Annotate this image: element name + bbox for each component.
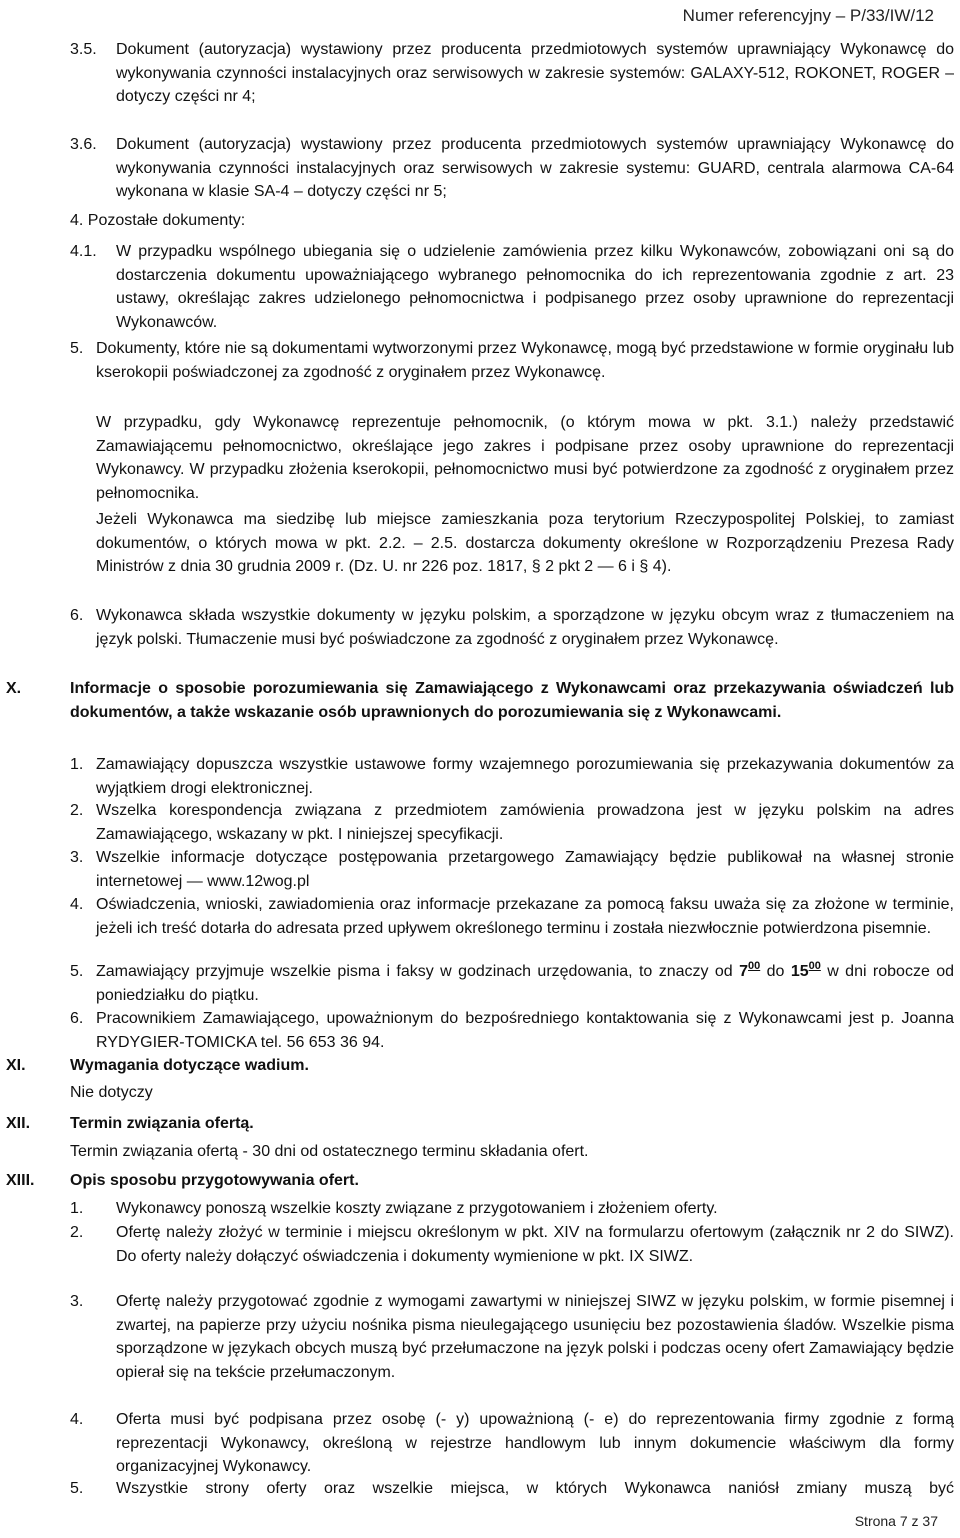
x-item-5-minutes-to: 00	[808, 960, 821, 972]
x-item-number-3: 3.	[70, 849, 84, 866]
section-title-xi: Wymagania dotyczące wadium.	[70, 1057, 309, 1074]
page-number-footer: Strona 7 z 37	[854, 1513, 938, 1529]
heading-other-documents: 4. Pozostałe dokumenty:	[70, 212, 246, 229]
item-number-4-1: 4.1.	[70, 243, 97, 260]
xiii-item-number-4: 4.	[70, 1411, 84, 1428]
paragraph-5-3: Jeżeli Wykonawca ma siedzibę lub miejsce zamieszkania poza terytorium Rzeczypospolitej Polskiej, to zamiast dokumentów, o których mowa w pkt. 2.2. – 2.5. dostarcza dokumenty określone w Rozporządzeniu Prezesa Rady Ministrów z dnia 30 grudnia 2009 r. (Dz. U. nr 226 poz. 1817, § 2 pkt 2 — 6 i § 4).	[96, 511, 954, 575]
paragraph-3-6: Dokument (autoryzacja) wystawiony przez producenta przedmiotowych systemów uprawniający Wykonawcę do wykonywania czynności instalacyjnych oraz serwisowych w zakresie systemu: GUARD, centrala alarmowa CA-64 wykonana w klasie SA-4 – dotyczy części nr 5;	[116, 136, 954, 200]
x-item-number-5: 5.	[70, 963, 84, 980]
xiii-item-number-1: 1.	[70, 1200, 84, 1217]
x-item-1: Zamawiający dopuszcza wszystkie ustawowe formy wzajemnego porozumiewania się przekazywania dokumentów za wyjątkiem drogi elektronicznej.	[96, 756, 954, 797]
x-item-number-2: 2.	[70, 802, 84, 819]
x-item-5	[96, 960, 954, 1007]
document-reference-header: Numer referencyjny – P/33/IW/12	[682, 6, 934, 25]
paragraph-3-5: Dokument (autoryzacja) wystawiony przez producenta przedmiotowych systemów uprawniający Wykonawcę do wykonywania czynności instalacyjnych oraz serwisowych w zakresie systemów: GALAXY-512, ROKONET, ROGER – dotyczy części nr 4;	[116, 41, 954, 105]
section-number-xiii: XIII.	[6, 1172, 35, 1189]
xiii-item-5: Wszystkie strony oferty oraz wszelkie miejsca, w których Wykonawca naniósł zmiany muszą być	[116, 1480, 954, 1497]
paragraph-5-1: Dokumenty, które nie są dokumentami wytworzonymi przez Wykonawcę, mogą być przedstawione w formie oryginału lub kserokopii poświadczonej za zgodność z oryginałem przez Wykonawcę.	[96, 340, 954, 381]
section-number-x: X.	[6, 680, 22, 697]
xiii-item-4: Oferta musi być podpisana przez osobę (- y) upoważnioną (- e) do reprezentowania firmy zgodnie z formą reprezentacji Wykonawcy, określoną w rejestrze handlowym lub innym dokumencie właściwym dla formy organizacyjnej Wykonawcy.	[116, 1411, 954, 1475]
paragraph-5-2: W przypadku, gdy Wykonawcę reprezentuje pełnomocnik, (o którym mowa w pkt. 3.1.) należy przedstawić Zamawiającemu pełnomocnictwo, określające jego zakres i podpisane przez osoby uprawnione do reprezentacji Wykonawcy. W przypadku złożenia kserokopii, pełnomocnictwo musi być potwierdzone za zgodność z oryginałem przez pełnomocnika.	[96, 414, 954, 502]
x-item-5-text-a: Zamawiający przyjmuje wszelkie pisma i faksy w godzinach urzędowania, to znaczy od	[96, 963, 740, 980]
paragraph-4-1: W przypadku wspólnego ubiegania się o udzielenie zamówienia przez kilku Wykonawców, zobowiązani oni są do dostarczenia dokumentu upoważniającego wybranego pełnomocnika do ich reprezentowania zgodnie z art. 23 ustawy, określając zakres udzielonego pełnomocnictwa i podpisanego przez osoby uprawnione do reprezentacji Wykonawców.	[116, 243, 954, 331]
x-item-4: Oświadczenia, wnioski, zawiadomienia oraz informacje przekazane za pomocą faksu uważa się za złożone w terminie, jeżeli ich treść dotarła do adresata przed upływem określonego terminu i została niezwłocznie potwierdzona pisemnie.	[96, 896, 954, 937]
xiii-item-number-2: 2.	[70, 1224, 84, 1241]
section-text-xi: Nie dotyczy	[70, 1084, 153, 1101]
section-title-xii: Termin związania ofertą.	[70, 1115, 254, 1132]
x-item-5-text-c: w dni robocze od poniedziałku do piątku.	[96, 963, 955, 1004]
x-item-5-text-b: do	[760, 963, 791, 980]
xiii-item-number-5: 5.	[70, 1480, 84, 1497]
x-item-5-hour-from: 7	[739, 963, 748, 980]
xiii-item-2: Ofertę należy złożyć w terminie i miejscu określonym w pkt. XIV na formularzu ofertowym (załącznik nr 2 do SIWZ). Do oferty należy dołączyć oświadczenia i dokumenty wymienione w pkt. IX SIWZ.	[116, 1224, 954, 1265]
item-number-3-6: 3.6.	[70, 136, 97, 153]
x-item-3: Wszelkie informacje dotyczące postępowania przetargowego Zamawiający będzie publikował na własnej stronie internetowej — www.12wog.pl	[96, 849, 954, 890]
xiii-item-number-3: 3.	[70, 1293, 84, 1310]
paragraph-6: Wykonawca składa wszystkie dokumenty w języku polskim, a sporządzone w języku obcym wraz z tłumaczeniem na język polski. Tłumaczenie musi być poświadczone za zgodność z oryginałem przez Wykonawcę.	[96, 607, 954, 648]
x-item-2: Wszelka korespondencja związana z przedmiotem zamówienia prowadzona jest w języku polskim na adres Zamawiającego, wskazany w pkt. I niniejszej specyfikacji.	[96, 802, 954, 843]
item-number-6: 6.	[70, 607, 84, 624]
x-item-5-minutes-from: 00	[747, 960, 761, 972]
section-title-xiii: Opis sposobu przygotowywania ofert.	[70, 1172, 359, 1189]
section-text-xii: Termin związania ofertą - 30 dni od ostatecznego terminu składania ofert.	[70, 1143, 589, 1160]
item-number-3-5: 3.5.	[70, 41, 97, 58]
section-number-xi: XI.	[6, 1057, 26, 1074]
x-item-number-4b: 4.	[70, 896, 84, 913]
x-item-number-6: 6.	[70, 1010, 84, 1027]
x-item-6: Pracownikiem Zamawiającego, upoważnionym do bezpośredniego kontaktowania się z Wykonawcami jest p. Joanna RYDYGIER-TOMICKA tel. 56 653 36 94.	[96, 1010, 954, 1051]
item-number-5: 5.	[70, 340, 84, 357]
xiii-item-3: Ofertę należy przygotować zgodnie z wymogami zawartymi w niniejszej SIWZ w języku polskim, w formie pisemnej i zwartej, na papierze przy użyciu nośnika pisma nieulegającego usunięciu bez pozostawienia śladów. Wszelkie pisma sporządzone w językach obcych muszą być przełumaczone na język polski i podczas oceny ofert Zamawiający będzie opierał się na tekście przełumaczonym.	[116, 1293, 954, 1381]
section-title-x: Informacje o sposobie porozumiewania się Zamawiającego z Wykonawcami oraz przekazywania oświadczeń lub dokumentów, a także wskazanie osób uprawnionych do porozumiewania się z Wykonawcami.	[70, 680, 954, 721]
x-item-number-1: 1.	[70, 756, 84, 773]
x-item-5-hour-to: 15	[790, 963, 809, 980]
xiii-item-1: Wykonawcy ponoszą wszelkie koszty związane z przygotowaniem i złożeniem oferty.	[116, 1200, 718, 1217]
section-number-xii: XII.	[6, 1115, 31, 1132]
